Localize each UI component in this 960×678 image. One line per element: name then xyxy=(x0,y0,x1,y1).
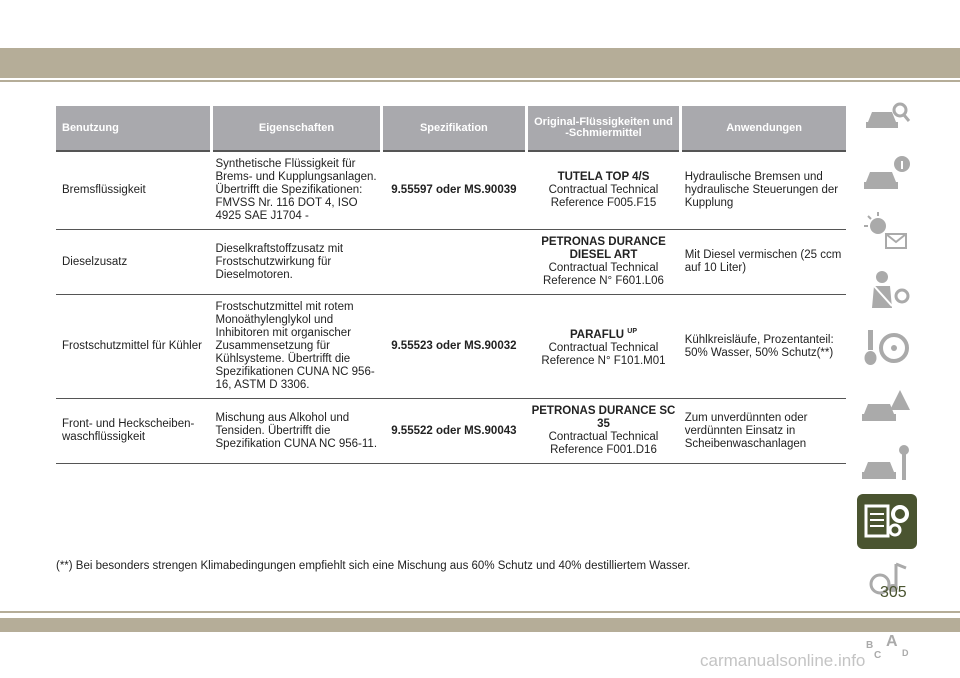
tab-emergency[interactable] xyxy=(857,378,917,433)
row-application: Zum unverdünnten oder verdünnten Einsatz in Scheibenwaschanlagen xyxy=(681,399,846,464)
footnote: (**) Bei besonders strengen Klimabedingungen empfiehlt sich eine Mischung aus 60% Schutz und 40% destilliertem Wasser. xyxy=(56,560,691,572)
key-steering-wheel-icon xyxy=(862,326,912,370)
product-name xyxy=(530,325,676,342)
row-product xyxy=(526,295,680,399)
row-product xyxy=(526,230,680,295)
row-properties: Frostschutzmittel mit rotem Monoäthylenglykol und Inhibitoren mit organischer Zusammensetzung für Kühlsysteme. Übertrifft die Spezifikationen CUNA NC 956-16, ASTM D 3306. xyxy=(212,295,382,399)
chapter-tabs xyxy=(857,88,921,668)
table-row xyxy=(56,295,846,399)
row-specification: 9.55597 oder MS.90039 xyxy=(381,151,526,230)
tab-starting-driving[interactable] xyxy=(857,320,917,375)
row-usage: Front- und Heckscheiben-waschflüssigkeit xyxy=(56,399,212,464)
product-reference: Contractual Technical Reference F001.D16 xyxy=(548,431,659,456)
tab-service[interactable] xyxy=(857,436,917,491)
top-rule xyxy=(0,80,960,82)
index-letter: B xyxy=(866,639,874,651)
row-product xyxy=(526,151,680,230)
header-specification: Spezifikation xyxy=(381,106,526,151)
page-number: 305 xyxy=(880,584,907,601)
row-usage: Bremsflüssigkeit xyxy=(56,151,212,230)
tab-car-search[interactable] xyxy=(857,88,917,143)
table-row xyxy=(56,151,846,230)
product-reference: Contractual Technical Reference F005.F15 xyxy=(548,184,659,209)
row-application: Kühlkreisläufe, Prozentanteil: 50% Wasser, 50% Schutz(**) xyxy=(681,295,846,399)
row-specification: 9.55522 oder MS.90043 xyxy=(381,399,526,464)
car-search-icon xyxy=(862,94,912,138)
table-row xyxy=(56,399,846,464)
header-usage: Benutzung xyxy=(56,106,212,151)
bottom-band xyxy=(0,618,960,632)
product-name: PETRONAS DURANCE SC 35 xyxy=(531,405,676,430)
tab-specifications[interactable] xyxy=(857,494,917,549)
table-row xyxy=(56,230,846,295)
row-properties: Mischung aus Alkohol und Tensiden. Übertrifft die Spezifikation CUNA NC 956-11. xyxy=(212,399,382,464)
product-reference: Contractual Technical Reference N° F601.L06 xyxy=(543,262,664,287)
row-usage: Dieselzusatz xyxy=(56,230,212,295)
header-original-fluids xyxy=(526,106,680,151)
watermark: carmanualsonline.info xyxy=(700,651,866,670)
top-band xyxy=(0,48,960,78)
row-application: Hydraulische Bremsen und hydraulische Steuerungen der Kupplung xyxy=(681,151,846,230)
header-properties: Eigenschaften xyxy=(212,106,382,151)
table-header-row xyxy=(56,106,846,151)
row-specification xyxy=(381,230,526,295)
row-usage: Frostschutzmittel für Kühler xyxy=(56,295,212,399)
row-application: Mit Diesel vermischen (25 ccm auf 10 Liter) xyxy=(681,230,846,295)
bottom-rule xyxy=(0,611,960,613)
tab-safety[interactable] xyxy=(857,262,917,317)
product-name-text: PARAFLU xyxy=(569,328,625,341)
fluids-spec-table xyxy=(56,106,846,464)
car-wrench-icon xyxy=(862,442,912,486)
car-info-icon xyxy=(862,152,912,196)
tab-warning-lights[interactable] xyxy=(857,204,917,259)
specifications-gear-icon xyxy=(862,500,912,544)
product-name: TUTELA TOP 4/S xyxy=(557,171,650,183)
row-product xyxy=(526,399,680,464)
person-seatbelt-icon xyxy=(862,268,912,312)
row-specification: 9.55523 oder MS.90032 xyxy=(381,295,526,399)
row-properties: Dieselkraftstoffzusatz mit Frostschutzwirkung für Dieselmotoren. xyxy=(212,230,382,295)
header-applications: Anwendungen xyxy=(681,106,846,151)
product-reference: Contractual Technical Reference N° F101.M01 xyxy=(541,341,666,367)
index-letter: C xyxy=(874,649,882,660)
index-letter: D xyxy=(902,647,909,658)
warning-light-message-icon xyxy=(862,210,912,254)
product-name: PETRONAS DURANCE DIESEL ART xyxy=(541,236,666,261)
header-original-fluids-text: Original-Flüssigkeiten und -Schmiermittel xyxy=(534,116,673,139)
product-superscript: UP xyxy=(627,328,637,336)
row-properties: Synthetische Flüssigkeit für Brems- und Kupplungsanlagen. Übertrifft die Spezifikationen: FMVSS Nr. 116 DOT 4, ISO 4925 SAE J1704 - xyxy=(212,151,382,230)
tab-car-info[interactable] xyxy=(857,146,917,201)
index-letter: A xyxy=(886,632,898,650)
car-hazard-icon xyxy=(862,384,912,428)
